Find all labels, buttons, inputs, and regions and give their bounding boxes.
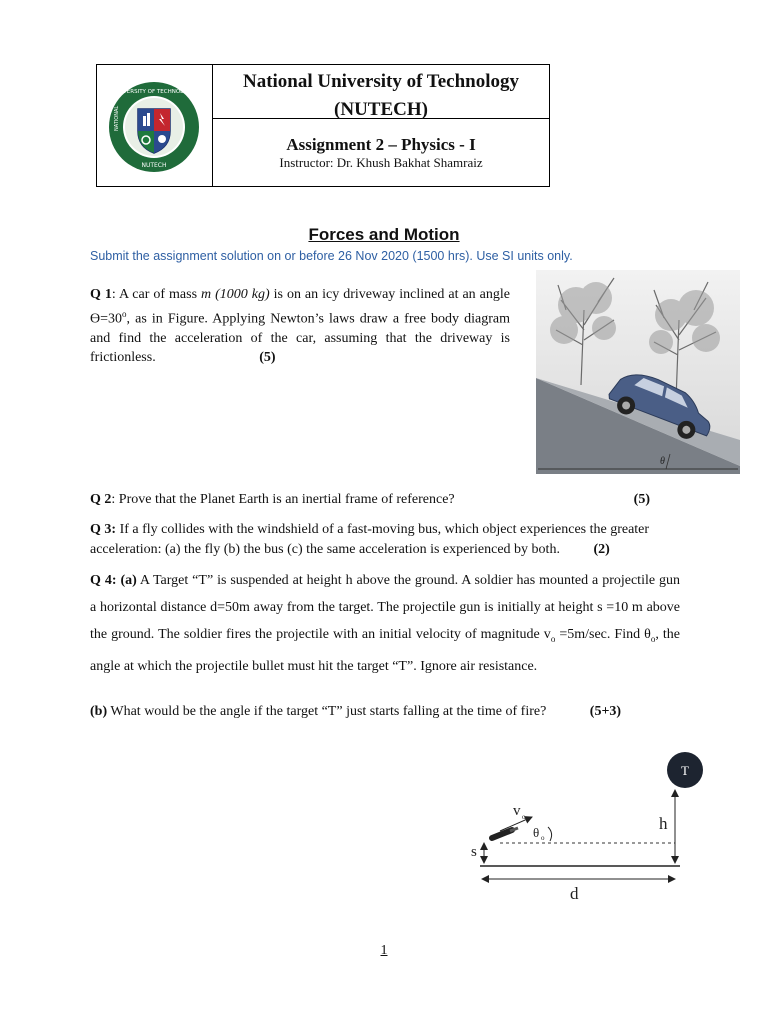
seal-text-top: UNIVERSITY OF TECHNOLOGY [113, 89, 195, 95]
q1-mass: m (1000 kg) [201, 287, 270, 302]
university-abbrev: (NUTECH) [334, 99, 428, 120]
q4-text-c: , the angle at which the projectile bullet must hit the target “T”. Ignore air resistance. [90, 627, 680, 674]
q1-text-c: , as in Figure. Applying Newton’s laws draw a free body diagram and find the acceleration of the car, assuming that the driveway is frictionless. [90, 311, 510, 366]
velocity-sub: o [522, 813, 526, 821]
q3-marks: (2) [593, 541, 610, 557]
q4-marks: (5+3) [589, 704, 622, 719]
q4-v-sub: o [550, 633, 556, 644]
q4-part-a-label: (a) [120, 573, 137, 588]
assignment-title: Assignment 2 – Physics - I [286, 135, 476, 154]
question-4b [90, 702, 680, 722]
assignment-cell [213, 119, 549, 186]
gun-icon [492, 828, 518, 838]
question-3 [90, 520, 680, 559]
question-2 [90, 490, 650, 510]
distance-label: d [570, 884, 579, 903]
target-label: T [681, 763, 689, 778]
university-title-cell [213, 65, 549, 119]
q4-label: Q 4: [90, 573, 117, 588]
seal-text-left: NATIONAL [114, 105, 120, 131]
q2-marks: (5) [633, 492, 650, 507]
q1-text-a: : A car of mass [111, 287, 202, 302]
university-name: National University of Technology [242, 71, 520, 92]
logo-cell [97, 65, 213, 186]
question-1 [90, 285, 510, 368]
submission-note: Submit the assignment solution on or before 26 Nov 2020 (1500 hrs). Use SI units only. [90, 249, 573, 263]
q1-marks: (5) [259, 350, 276, 366]
header-table [96, 64, 550, 187]
page-number: 1 [380, 943, 388, 958]
q4-part-b-label: (b) [90, 704, 108, 719]
car-incline-figure [536, 270, 740, 474]
q3-label: Q 3: [90, 522, 117, 537]
angle-sub: o [541, 834, 545, 842]
s-label: s [471, 844, 477, 860]
q1-degree: o [122, 308, 127, 319]
seal-text-bottom: NUTECH [141, 162, 167, 169]
section-title: Forces and Motion [308, 225, 460, 244]
angle-arc [548, 827, 552, 841]
nutech-seal-icon [108, 81, 200, 173]
q4-text-a: A Target “T” is suspended at height h above the ground. A soldier has mounted a projectile gun a horizontal distance d=50m away from the target. The projectile gun is initially at height s =10 m above the ground. The soldier fires the projectile with an initial velocity of magnitude v [90, 573, 681, 642]
q4-text-b: =5m/sec. Find θ [555, 627, 651, 642]
q1-label: Q 1 [90, 287, 112, 302]
q3-text: If a fly collides with the windshield of a fast-moving bus, which object experiences the greater acceleration: (a) the fly (b) the bus (c) the same acceleration is experienced by both. [90, 522, 650, 557]
velocity-label: v [513, 803, 521, 819]
height-label: h [659, 814, 668, 833]
question-4 [90, 567, 680, 680]
instructor-name: Instructor: Dr. Khush Bakhat Shamraiz [279, 155, 483, 170]
q4-text-part-b: What would be the angle if the target “T” just starts falling at the time of fire? [107, 704, 547, 719]
projectile-figure [470, 745, 710, 910]
q4-theta-sub: o [650, 633, 656, 644]
q2-label: Q 2 [90, 492, 112, 507]
incline-angle-label: θ [660, 456, 665, 467]
angle-label: θ [533, 825, 540, 840]
q1-text-b: is on an icy driveway inclined at an angle ϴ=30 [90, 287, 510, 327]
q2-text: : Prove that the Planet Earth is an inertial frame of reference? [111, 492, 455, 507]
